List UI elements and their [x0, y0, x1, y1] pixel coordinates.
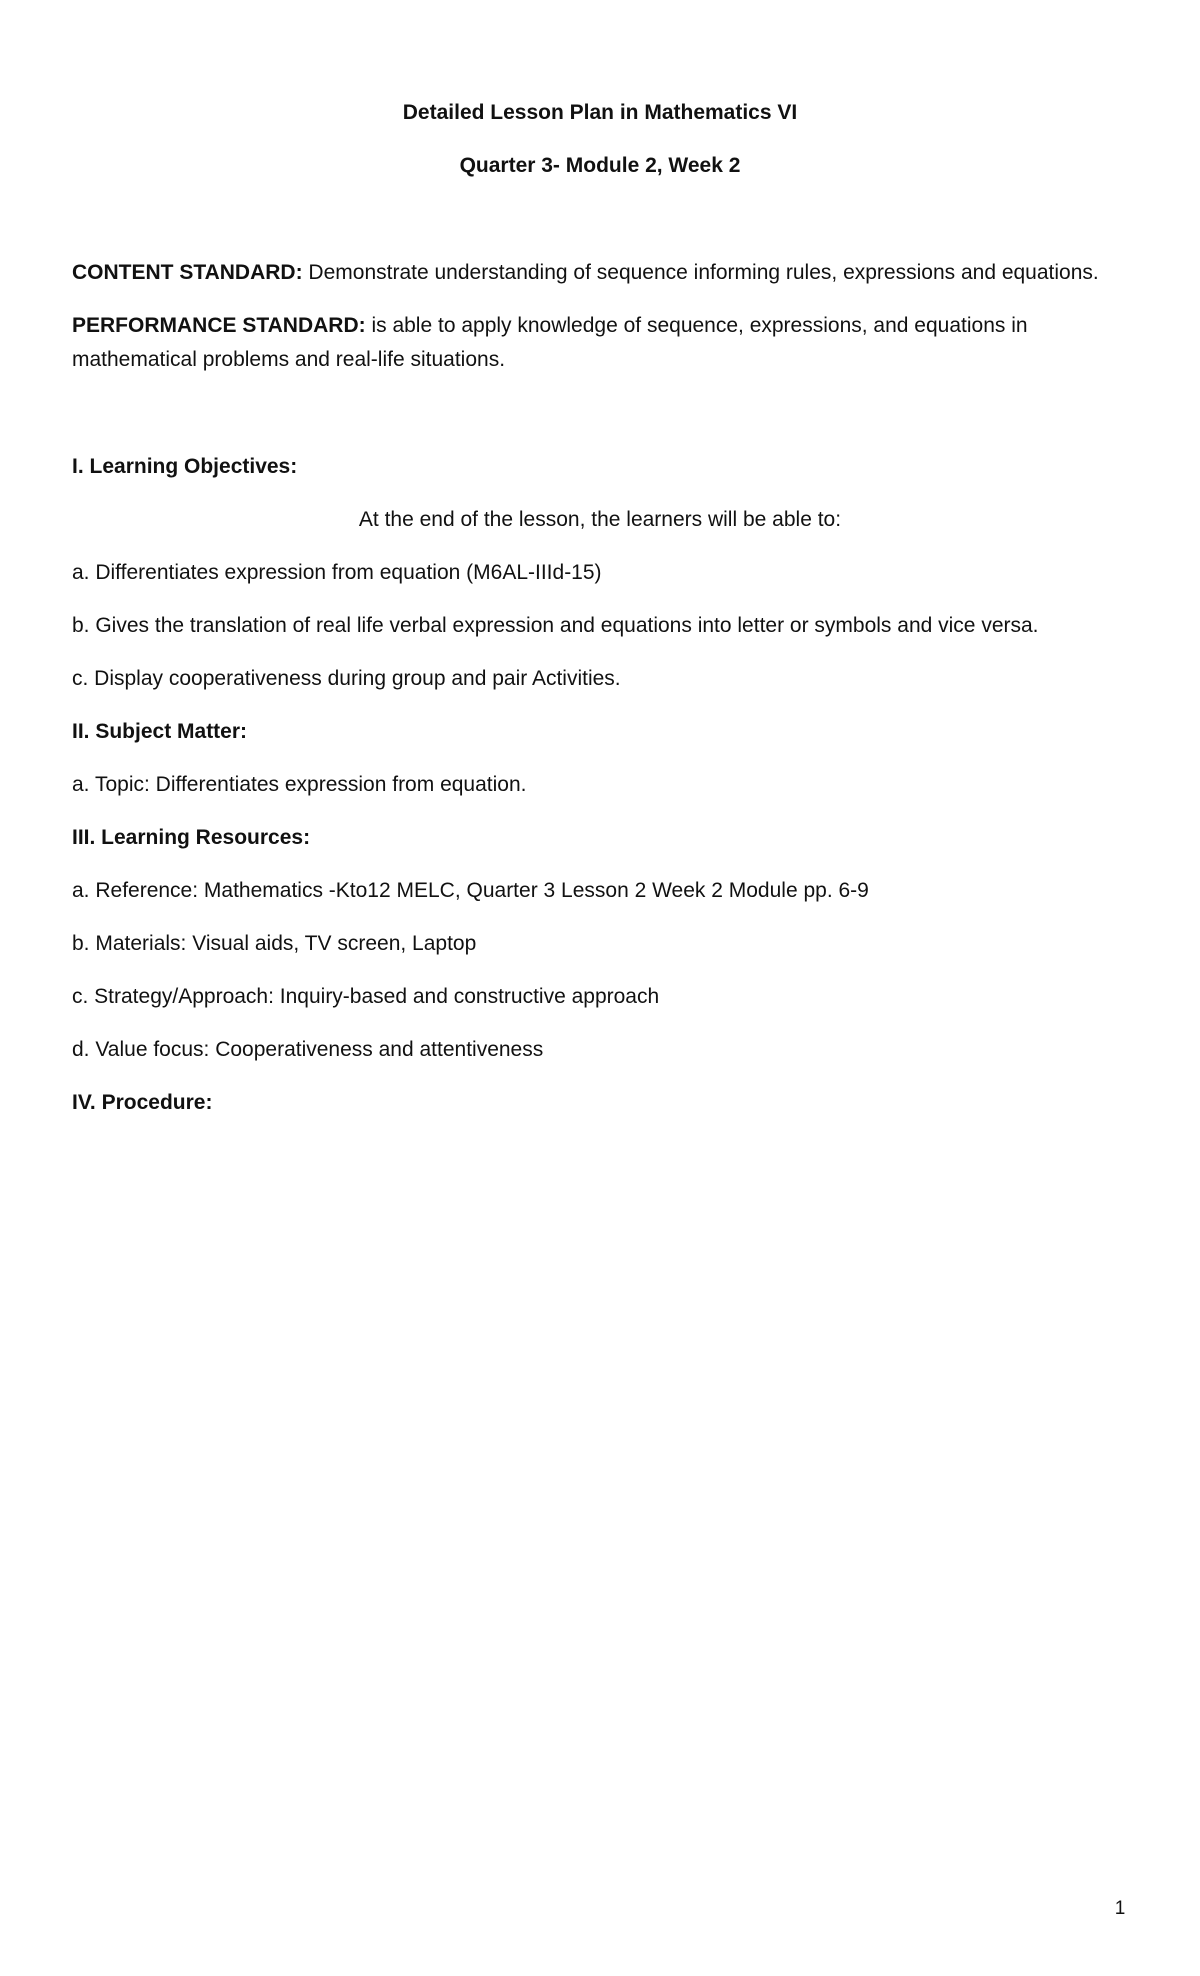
objective-item: a. Differentiates expression from equation (M6AL-IIId-15): [72, 561, 602, 584]
performance-standard-text: is able to apply knowledge of sequence, expressions, and equations in mathematical problems and real-life situations.: [72, 314, 1028, 371]
resource-item: a. Reference: Mathematics -Kto12 MELC, Quarter 3 Lesson 2 Week 2 Module pp. 6-9: [72, 879, 869, 902]
objectives-heading: I. Learning Objectives:: [72, 455, 298, 478]
document-subtitle: Quarter 3- Module 2, Week 2: [459, 154, 741, 177]
content-standard-label: CONTENT STANDARD:: [72, 261, 303, 284]
page-number: 1: [1114, 1898, 1126, 1919]
content-standard: [72, 256, 1132, 290]
objective-item: c. Display cooperativeness during group and pair Activities.: [72, 667, 621, 690]
document-title: Detailed Lesson Plan in Mathematics VI: [402, 101, 798, 124]
performance-standard-label: PERFORMANCE STANDARD:: [72, 314, 366, 337]
objective-item: b. Gives the translation of real life verbal expression and equations into letter or symbols and vice versa.: [72, 614, 1039, 637]
resource-item: d. Value focus: Cooperativeness and attentiveness: [72, 1038, 544, 1061]
resources-heading: III. Learning Resources:: [72, 826, 311, 849]
performance-standard: [72, 309, 1112, 377]
subject-matter-heading: II. Subject Matter:: [72, 720, 248, 743]
objectives-intro: At the end of the lesson, the learners will be able to:: [358, 508, 842, 531]
procedure-heading: IV. Procedure:: [72, 1091, 213, 1114]
resource-item: b. Materials: Visual aids, TV screen, Laptop: [72, 932, 477, 955]
resource-item: c. Strategy/Approach: Inquiry-based and constructive approach: [72, 985, 660, 1008]
content-standard-text: Demonstrate understanding of sequence informing rules, expressions and equations.: [302, 261, 1099, 284]
subject-matter-item: a. Topic: Differentiates expression from equation.: [72, 773, 527, 796]
